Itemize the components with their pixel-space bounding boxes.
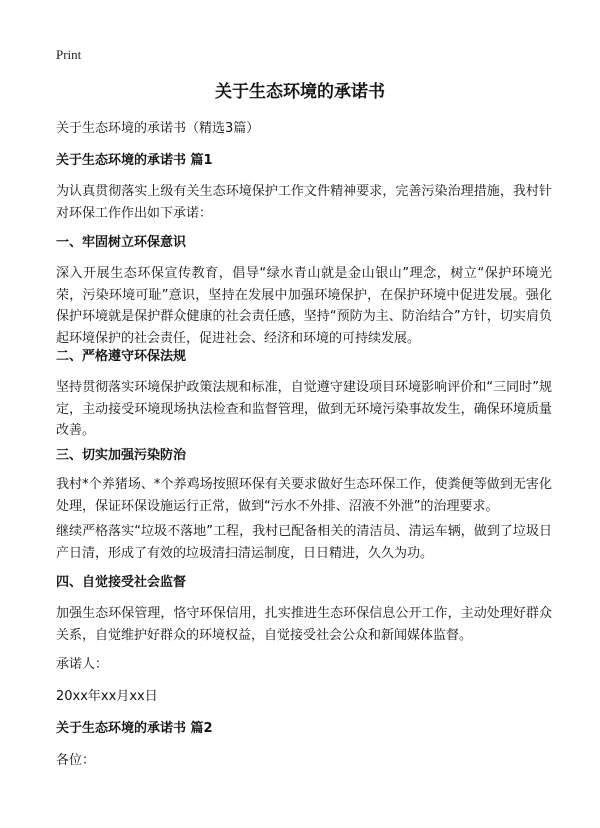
section-4-heading: 四、自觉接受社会监督 (56, 575, 187, 590)
section-3-heading: 三、切实加强污染防治 (56, 448, 187, 463)
piece-1-intro: 为认真贯彻落实上级有关生态环境保护工作文件精神要求，完善污染治理措施，我村针对环保工作作出如下承诺： (56, 184, 552, 221)
sign-date: 20xx年xx月xx日 (56, 689, 158, 704)
section-1-heading: 一、牢固树立环保意识 (56, 235, 187, 250)
section-3-paragraph-1: 我村*个养猪场、*个养鸡场按照环保有关要求做好生态环保工作，使粪便等做到无害化处理，保证环保设施运行正常，做到“污水不外排、沼液不外泄”的治理要求。 (56, 477, 552, 514)
piece-2-salutation: 各位： (56, 753, 96, 768)
section-1-paragraph: 深入开展生态环保宣传教育，倡导“绿水青山就是金山银山”理念，树立“保护环境光荣，污染环境可耻”意识，坚持在发展中加强环境保护，在保护环境中促进发展。强化保护环境就是保护群众健康的社会责任感，坚持“预防为主、防治结合”方针，切实肩负起环境保护的社会责任，促进社会、经济和环境的可持续发展。 (56, 266, 552, 346)
section-3-paragraph-2: 继续严格落实“垃圾不落地”工程，我村已配备相关的清洁员、清运车辆，做到了垃圾日产日清，形成了有效的垃圾清扫清运制度，日日精进，久久为功。 (56, 524, 552, 561)
piece-2-heading: 关于生态环境的承诺书 篇2 (56, 721, 213, 736)
section-2-paragraph: 坚持贯彻落实环境保护政策法规和标准，自觉遵守建设项目环境影响评价和“三同时”规定，主动接受环境现场执法检查和监督管理，做到无环境污染事故发生，确保环境质量改善。 (56, 380, 552, 438)
section-4-paragraph: 加强生态环保管理，恪守环保信用，扎实推进生态环保信息公开工作，主动处理好群众关系，自觉维护好群众的环境权益，自觉接受社会公众和新闻媒体监督。 (56, 606, 552, 643)
document-subtitle: 关于生态环境的承诺书（精选3篇） (56, 121, 260, 136)
section-2-heading: 二、严格遵守环保法规 (56, 349, 187, 364)
signer-label: 承诺人： (56, 657, 109, 672)
document-title: 关于生态环境的承诺书 (215, 82, 385, 102)
piece-1-heading: 关于生态环境的承诺书 篇1 (56, 153, 213, 168)
print-label: Print (56, 47, 82, 62)
